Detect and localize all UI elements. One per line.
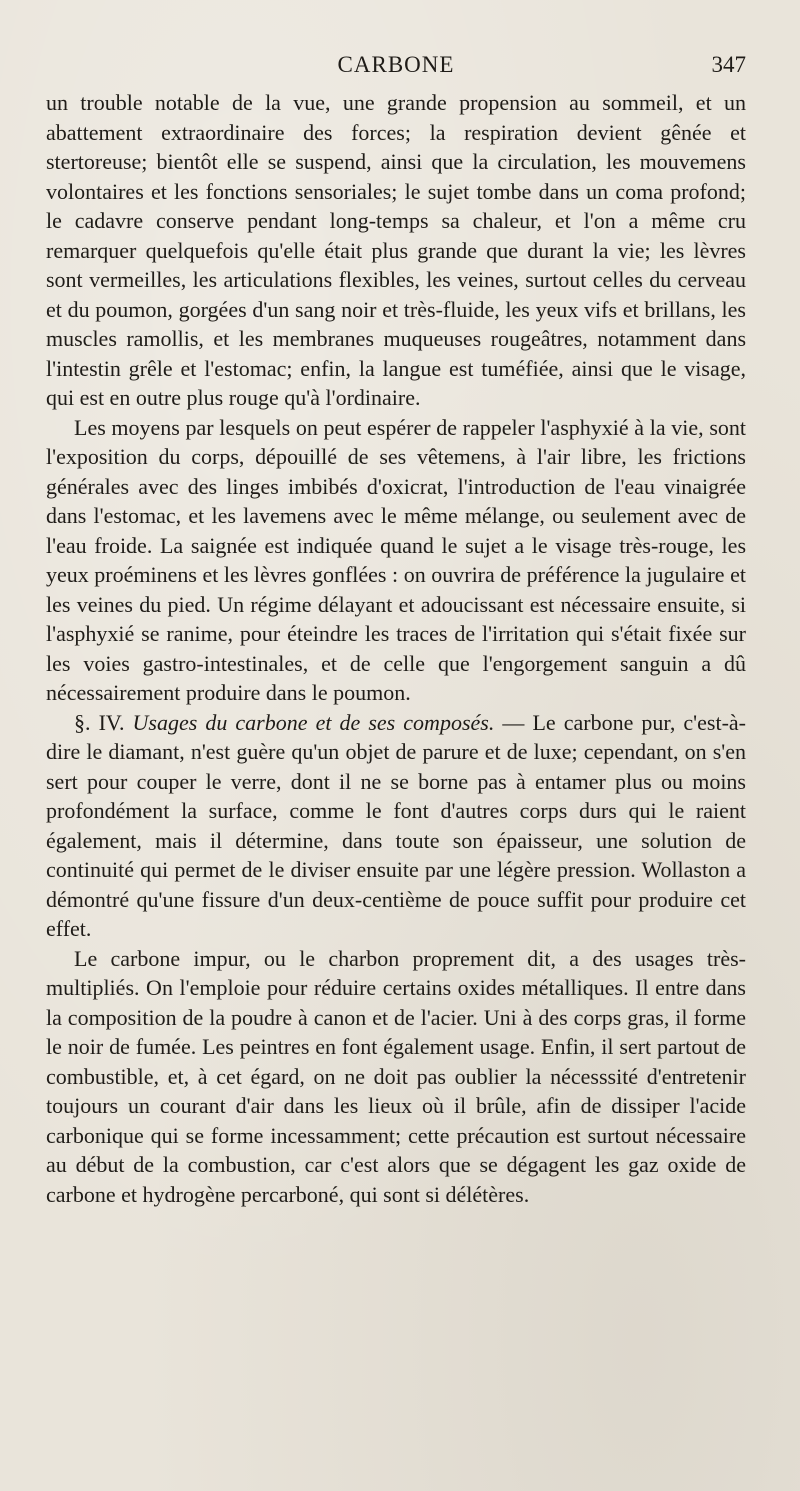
page-number: 347 [711,52,746,77]
running-head: CARBONE [337,52,455,77]
paragraph-asphyxia-treatment: Les moyens par lesquels on peut espérer de rappeler l'asphyxié à la vie, sont l'exposition du corps, dépouillé de ses vêtemens, à l'air libre, les frictions générales avec des linges imbibés d'oxicrat, l'introduction de l'eau vinaigrée dans l'estomac, et les lavemens avec le même mélange, ou seulement avec de l'eau froide. La saignée est indiquée quand le sujet a le visage très-rouge, les yeux proéminens et les lèvres gonflées : on ouvrira de préférence la jugulaire et les veines du pied. Un régime délayant et adoucissant est nécessaire ensuite, si l'asphyxié se ranime, pour éteindre les traces de l'irritation qui s'était fixée sur les voies gastro-intestinales, et de celle que l'engorgement sanguin a dû nécessairement produire dans le poumon. [46,414,746,705]
body-text [46,88,746,1209]
section-title: Usages du carbone et de ses composés. [132,709,495,735]
book-page [46,52,746,1209]
paragraph-asphyxia-symptoms: un trouble notable de la vue, une grande propension au sommeil, et un abattement extraordinaire des forces; la respiration devient gênée et stertoreuse; bientôt elle se suspend, ainsi que la circulation, les mouvemens volontaires et les fonctions sensoriales; le sujet tombe dans un coma profond; le cadavre conserve pendant long-temps sa chaleur, et l'on a même cru remarquer quelquefois qu'elle était plus grande que durant la vie; les lèvres sont vermeilles, les articulations flexibles, les veines, surtout celles du cerveau et du poumon, gorgées d'un sang noir et très-fluide, les yeux vifs et brillans, les muscles ramollis, et les membranes muqueuses rougeâtres, notamment dans l'intestin grêle et l'estomac; enfin, la langue est tuméfiée, ainsi que le visage, qui est en outre plus rouge qu'à l'ordinaire. [46,90,746,410]
page-header [46,52,746,88]
paragraph-impure-carbon: Le carbone impur, ou le charbon proprement dit, a des usages très-multipliés. On l'emploie pour réduire certains oxides métalliques. Il entre dans la composition de la poudre à canon et de l'acier. Uni à des corps gras, il forme le noir de fumée. Les peintres en font également usage. Enfin, il sert partout de combustible, et, à cet égard, on ne doit pas oublier la nécesssité d'entretenir toujours un courant d'air dans les lieux où il brûle, afin de dissiper l'acide carbonique qui se forme incessamment; cette précaution est surtout nécessaire au début de la combustion, car c'est alors que se dégagent les gaz oxide de carbone et hydrogène percarboné, qui sont si délétères. [46,945,746,1207]
paragraph-carbon-uses-text: — Le carbone pur, c'est-à-dire le diamant, n'est guère qu'un objet de parure et de luxe; cependant, on s'en sert pour couper le verre, dont il ne se borne pas à entamer plus ou moins profondément la surface, comme le font d'autres corps durs qui le raient également, mais il détermine, dans toute son épaisseur, une solution de continuité qui permet de le diviser ensuite par une légère pression. Wollaston a démontré qu'une fissure d'un deux-centième de pouce suffit pour produire cet effet. [46,709,746,941]
paragraph-carbon-uses [46,708,746,944]
section-mark: §. IV. [74,709,125,735]
